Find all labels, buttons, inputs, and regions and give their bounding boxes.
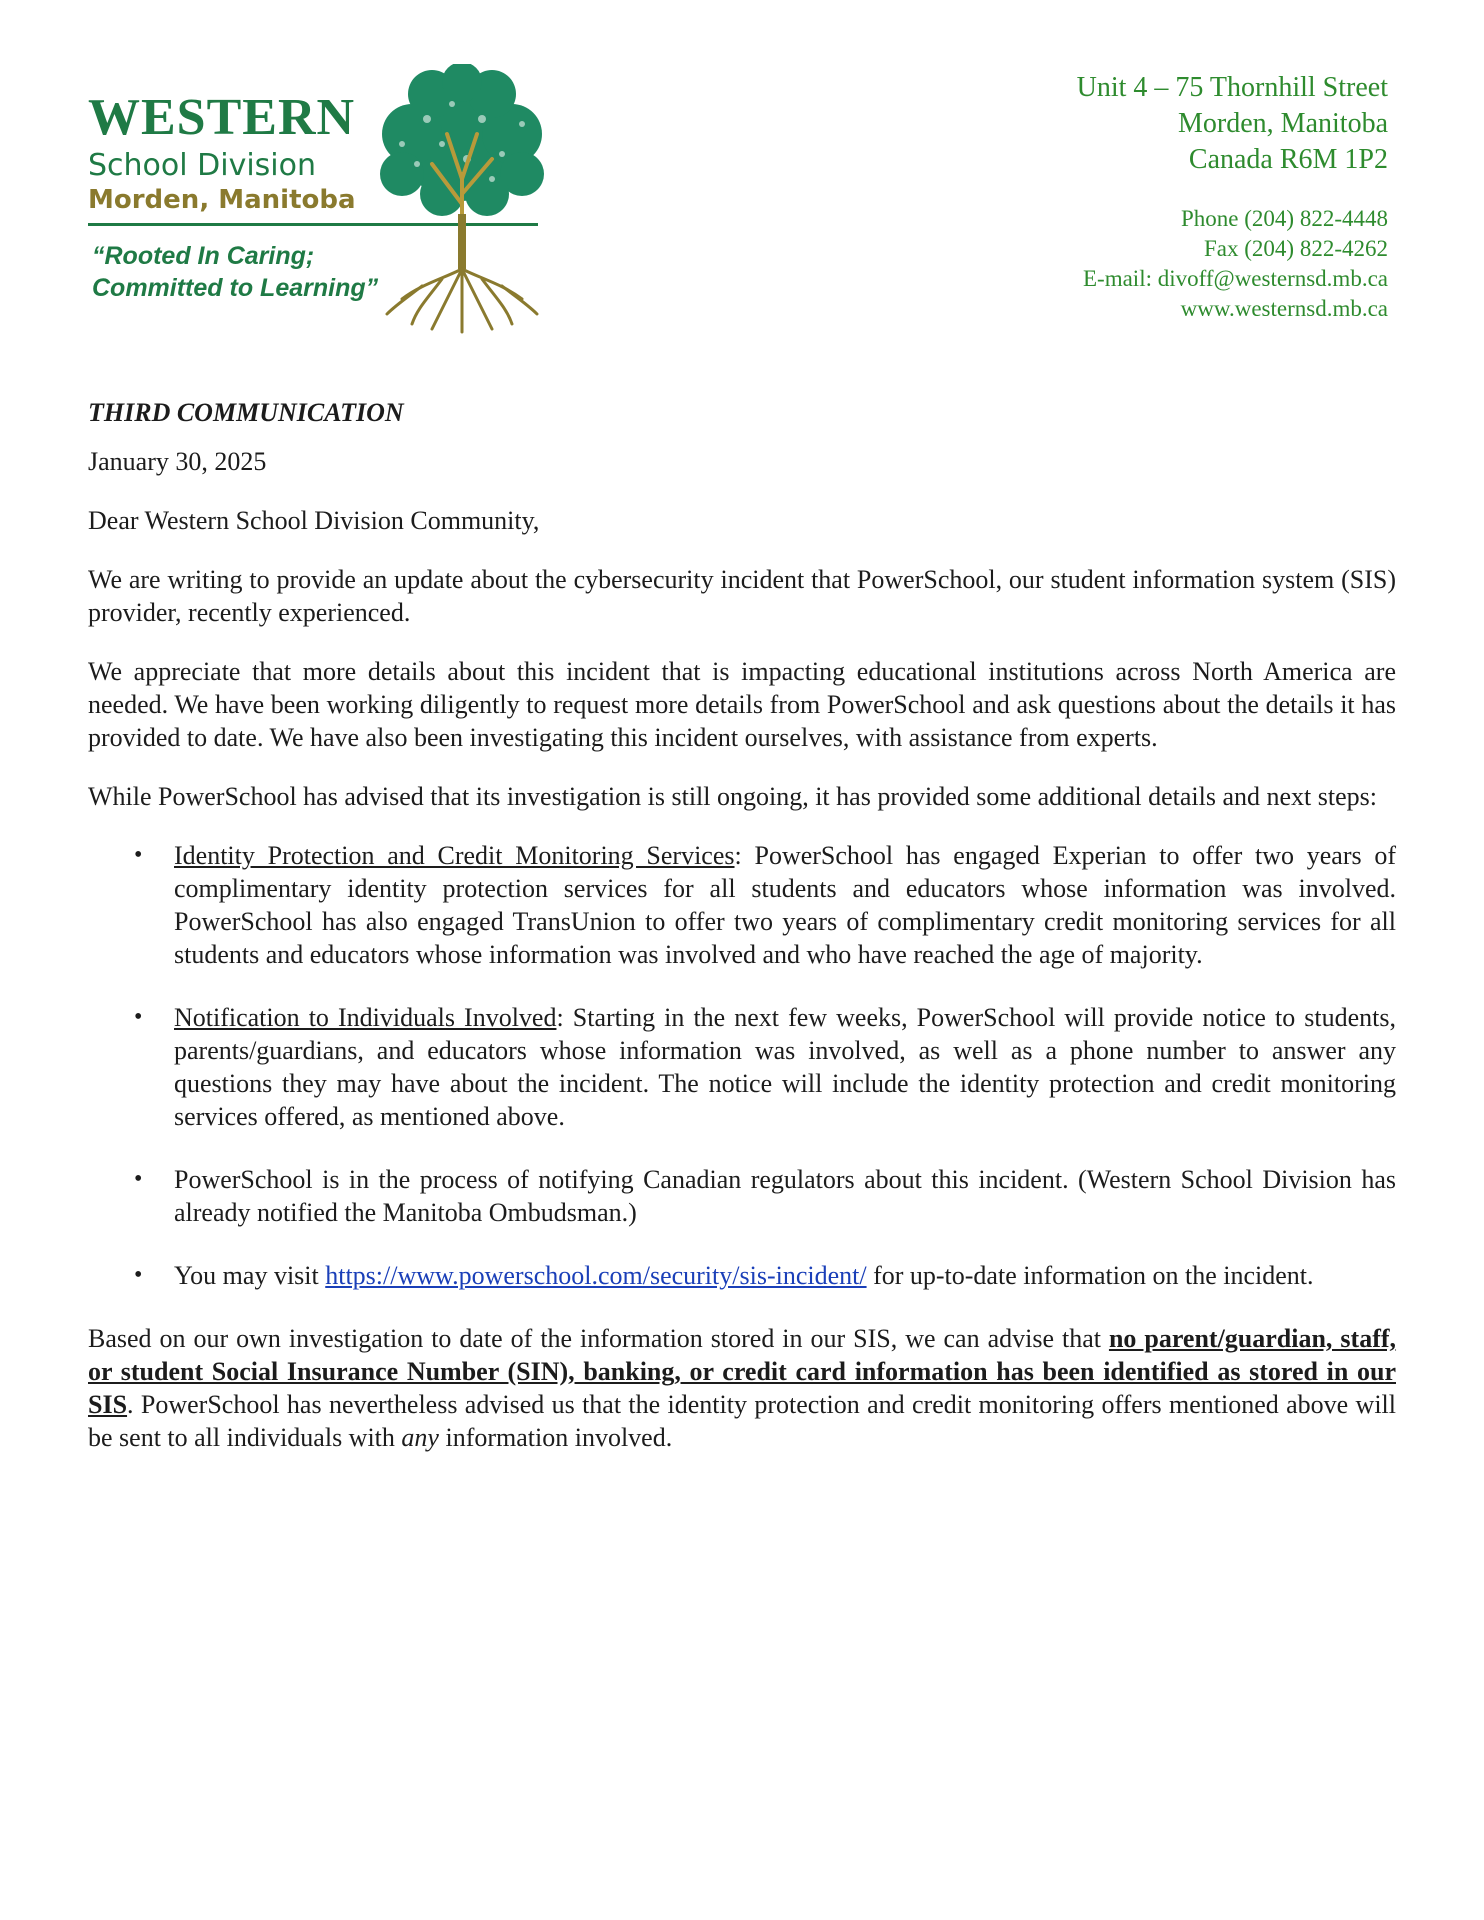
org-name: WESTERN bbox=[88, 89, 356, 146]
paragraph-4 bbox=[88, 1322, 1396, 1454]
paragraph-1: We are writing to provide an update about the cybersecurity incident that PowerSchool, our student information system (SIS) provider, recently experienced. bbox=[88, 565, 1396, 627]
bullet-icon: • bbox=[134, 1004, 143, 1030]
org-city: Morden, Manitoba bbox=[88, 185, 356, 215]
letter-body bbox=[88, 396, 1396, 1480]
bullet-text: : Starting in the next few weeks, PowerSchool will provide notice to students, parents/guardians, and educators whose information was involved, as well as a phone number to answer any questions they may have about the incident. The notice will include the identity protection and credit monitoring services offered, as mentioned above. bbox=[174, 1003, 1396, 1131]
paragraph-4-italic: any bbox=[401, 1423, 439, 1452]
list-item bbox=[88, 1001, 1396, 1133]
email-address[interactable]: E-mail: divoff@westernsd.mb.ca bbox=[1083, 266, 1388, 291]
bullet-title: Identity Protection and Credit Monitoring Services bbox=[174, 841, 735, 870]
next-steps-list bbox=[88, 839, 1396, 1292]
paragraph-4-pre: Based on our own investigation to date of the information stored in our SIS, we can advise that bbox=[88, 1324, 1109, 1353]
org-motto bbox=[92, 240, 392, 304]
bullet-text: PowerSchool is in the process of notifying Canadian regulators about this incident. (Western School Division has already notified the Manitoba Ombudsman.) bbox=[174, 1165, 1396, 1227]
bullet-title: Notification to Individuals Involved bbox=[174, 1003, 557, 1032]
org-subtitle: School Division bbox=[88, 148, 316, 183]
bullet-text: : PowerSchool has engaged Experian to offer two years of complimentary identity protection services for all students and educators whose information was involved. PowerSchool has also engaged TransUnion to offer two years of complimentary credit monitoring services for all students and educators whose information was involved and who have reached the age of majority. bbox=[174, 841, 1396, 969]
address-line-1: Unit 4 – 75 Thornhill Street bbox=[1076, 72, 1388, 103]
motto-line-1: “Rooted In Caring; bbox=[92, 242, 315, 270]
paragraph-3: While PowerSchool has advised that its investigation is still ongoing, it has provided some additional details and next steps: bbox=[88, 782, 1377, 811]
letter-heading: THIRD COMMUNICATION bbox=[88, 398, 404, 427]
letter-date: January 30, 2025 bbox=[88, 447, 267, 476]
bullet-icon: • bbox=[134, 842, 143, 868]
incident-info-link[interactable]: https://www.powerschool.com/security/sis-incident/ bbox=[325, 1261, 867, 1290]
paragraph-4-post: information involved. bbox=[438, 1423, 673, 1452]
fax-number: Fax (204) 822-4262 bbox=[1204, 236, 1388, 261]
bullet-icon: • bbox=[134, 1166, 143, 1192]
contact-block bbox=[868, 70, 1388, 324]
bullet-text-post: for up-to-date information on the incident. bbox=[866, 1261, 1314, 1290]
contact-spacer bbox=[868, 178, 1388, 204]
address-line-3: Canada R6M 1P2 bbox=[1188, 144, 1388, 175]
list-item bbox=[88, 839, 1396, 971]
list-item bbox=[88, 1163, 1396, 1229]
bullet-icon: • bbox=[134, 1262, 143, 1288]
phone-number: Phone (204) 822-4448 bbox=[1181, 206, 1388, 231]
motto-line-2: Committed to Learning” bbox=[92, 274, 379, 302]
address-line-2: Morden, Manitoba bbox=[1178, 108, 1388, 139]
bullet-text-pre: You may visit bbox=[174, 1261, 326, 1290]
paragraph-2: We appreciate that more details about this incident that is impacting educational institutions across North America are needed. We have been working diligently to request more details from PowerSchool and ask questions about the details it has provided to date. We have also been investigating this incident ourselves, with assistance from experts. bbox=[88, 657, 1396, 752]
paragraph-4-emphasis: no parent/guardian, staff, or student Social Insurance Number (SIN), banking, or credit card information has been identified as stored in our SIS bbox=[88, 1324, 1397, 1419]
paragraph-4-mid: . PowerSchool has nevertheless advised us that the identity protection and credit monitoring offers mentioned above will be sent to all individuals with bbox=[88, 1390, 1396, 1452]
salutation: Dear Western School Division Community, bbox=[88, 506, 540, 535]
list-item bbox=[88, 1259, 1396, 1292]
website-link[interactable]: www.westernsd.mb.ca bbox=[1180, 296, 1388, 321]
tree-logo-icon bbox=[372, 64, 552, 336]
